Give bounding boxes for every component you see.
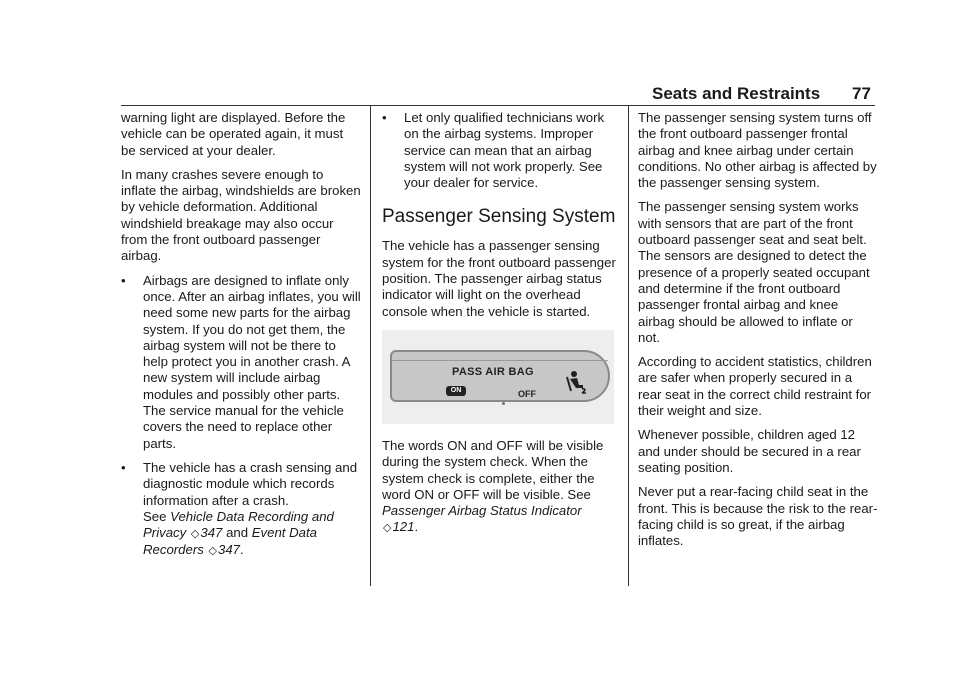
paragraph: Never put a rear-facing child seat in the front. This is because the risk to the rear-facing child is so great, if the airbag inflates.: [638, 484, 878, 549]
indicator-display: [390, 350, 610, 402]
paragraph: The vehicle has a passenger sensing system for the front outboard passenger position. The passenger airbag status indicator will light on the overhead console when the vehicle is started.: [382, 238, 616, 319]
column-3: [638, 110, 878, 557]
list-item: [121, 273, 361, 452]
see-label: See: [143, 508, 167, 524]
cross-reference-link[interactable]: Vehicle Data Recording and Privacy: [143, 508, 334, 541]
column-2: [382, 110, 616, 545]
paragraph: The words ON and OFF will be visible during the system check. When the system check is complete, either the word ON or OFF will be visible. See Passenger Airbag Status Indicator ◇121.: [382, 437, 604, 535]
cross-reference-link[interactable]: Event Data Recorders: [143, 525, 317, 558]
paragraph: The passenger sensing system turns off the front outboard passenger frontal airbag and knee airbag under certain conditions. No other airbag is affected by the passenger sensing system.: [638, 110, 877, 191]
paragraph: Whenever possible, children aged 12 and under should be secured in a rear seating position.: [638, 427, 861, 475]
list-item-text: Let only qualified technicians work on the airbag systems. Improper service can mean that an airbag system will not work properly. See your dealer for service.: [404, 110, 605, 191]
page-ref-icon: ◇: [383, 522, 392, 535]
list-item: • The vehicle has a crash sensing and diagnostic module which records information after a crash. See Vehicle Data Recording and Privacy ◇347 and Event Data Recorders ◇347.: [121, 459, 358, 558]
header-rule: [121, 105, 875, 106]
page-ref-icon: ◇: [208, 545, 217, 558]
display-bezel: [392, 352, 608, 361]
column-1: [121, 110, 361, 568]
on-indicator: ON: [446, 386, 466, 396]
paragraph: According to accident statistics, children are safer when properly secured in a rear seat in the correct child restraint for their weight and size.: [638, 354, 872, 419]
status-indicator-illustration: [382, 330, 614, 424]
off-indicator: OFF: [518, 388, 536, 399]
paragraph: In many crashes severe enough to inflate the airbag, windshields are broken by vehicle deformation. Additional windshield breakage may also occur from the front outboard passenger airbag.: [121, 166, 361, 264]
column-divider-1: [370, 106, 371, 586]
display-mark: [502, 402, 505, 405]
page-reference[interactable]: 121: [392, 519, 415, 535]
column-divider-2: [628, 106, 629, 586]
bullet-icon: •: [121, 272, 126, 288]
paragraph: warning light are displayed. Before the vehicle can be operated again, it must be serviced at your dealer.: [121, 110, 346, 158]
cross-reference-link[interactable]: Passenger Airbag Status Indicator: [382, 503, 582, 519]
list-item-text: The vehicle has a crash sensing and diagnostic module which records information after a crash.: [143, 459, 358, 508]
paragraph: The passenger sensing system works with sensors that are part of the front outboard passenger seat and seat belt. The sensors are designed to detect the presence of a properly seated occupant and determine if the front outboard passenger frontal airbag and knee airbag should be allowed to inflate or not.: [638, 199, 870, 345]
list-item: [382, 110, 616, 191]
page-reference[interactable]: 347: [217, 542, 240, 558]
list-item-text: Airbags are designed to inflate only once. After an airbag inflates, you will need some new parts for the airbag system. If you do not get them, the airbag system will not be there to help protect you in another crash. A new system will include airbag modules and possibly other parts. The service manual for the vehicle covers the need to replace other parts.: [143, 272, 361, 451]
section-heading: Passenger Sensing System: [382, 206, 616, 228]
bullet-icon: •: [382, 110, 387, 125]
page-reference[interactable]: 347: [200, 525, 223, 541]
section-title: Seats and Restraints: [652, 84, 821, 103]
page-ref-icon: ◇: [190, 528, 200, 541]
paragraph-text: The words ON and OFF will be visible during the system check. When the system check is complete, either the word ON or OFF will be visible. See: [382, 437, 604, 502]
passenger-airbag-icon: [564, 369, 590, 395]
page-number: 77: [852, 84, 871, 103]
indicator-title: PASS AIR BAG: [452, 365, 534, 378]
and-label: and: [226, 525, 249, 541]
bullet-icon: •: [121, 459, 126, 475]
